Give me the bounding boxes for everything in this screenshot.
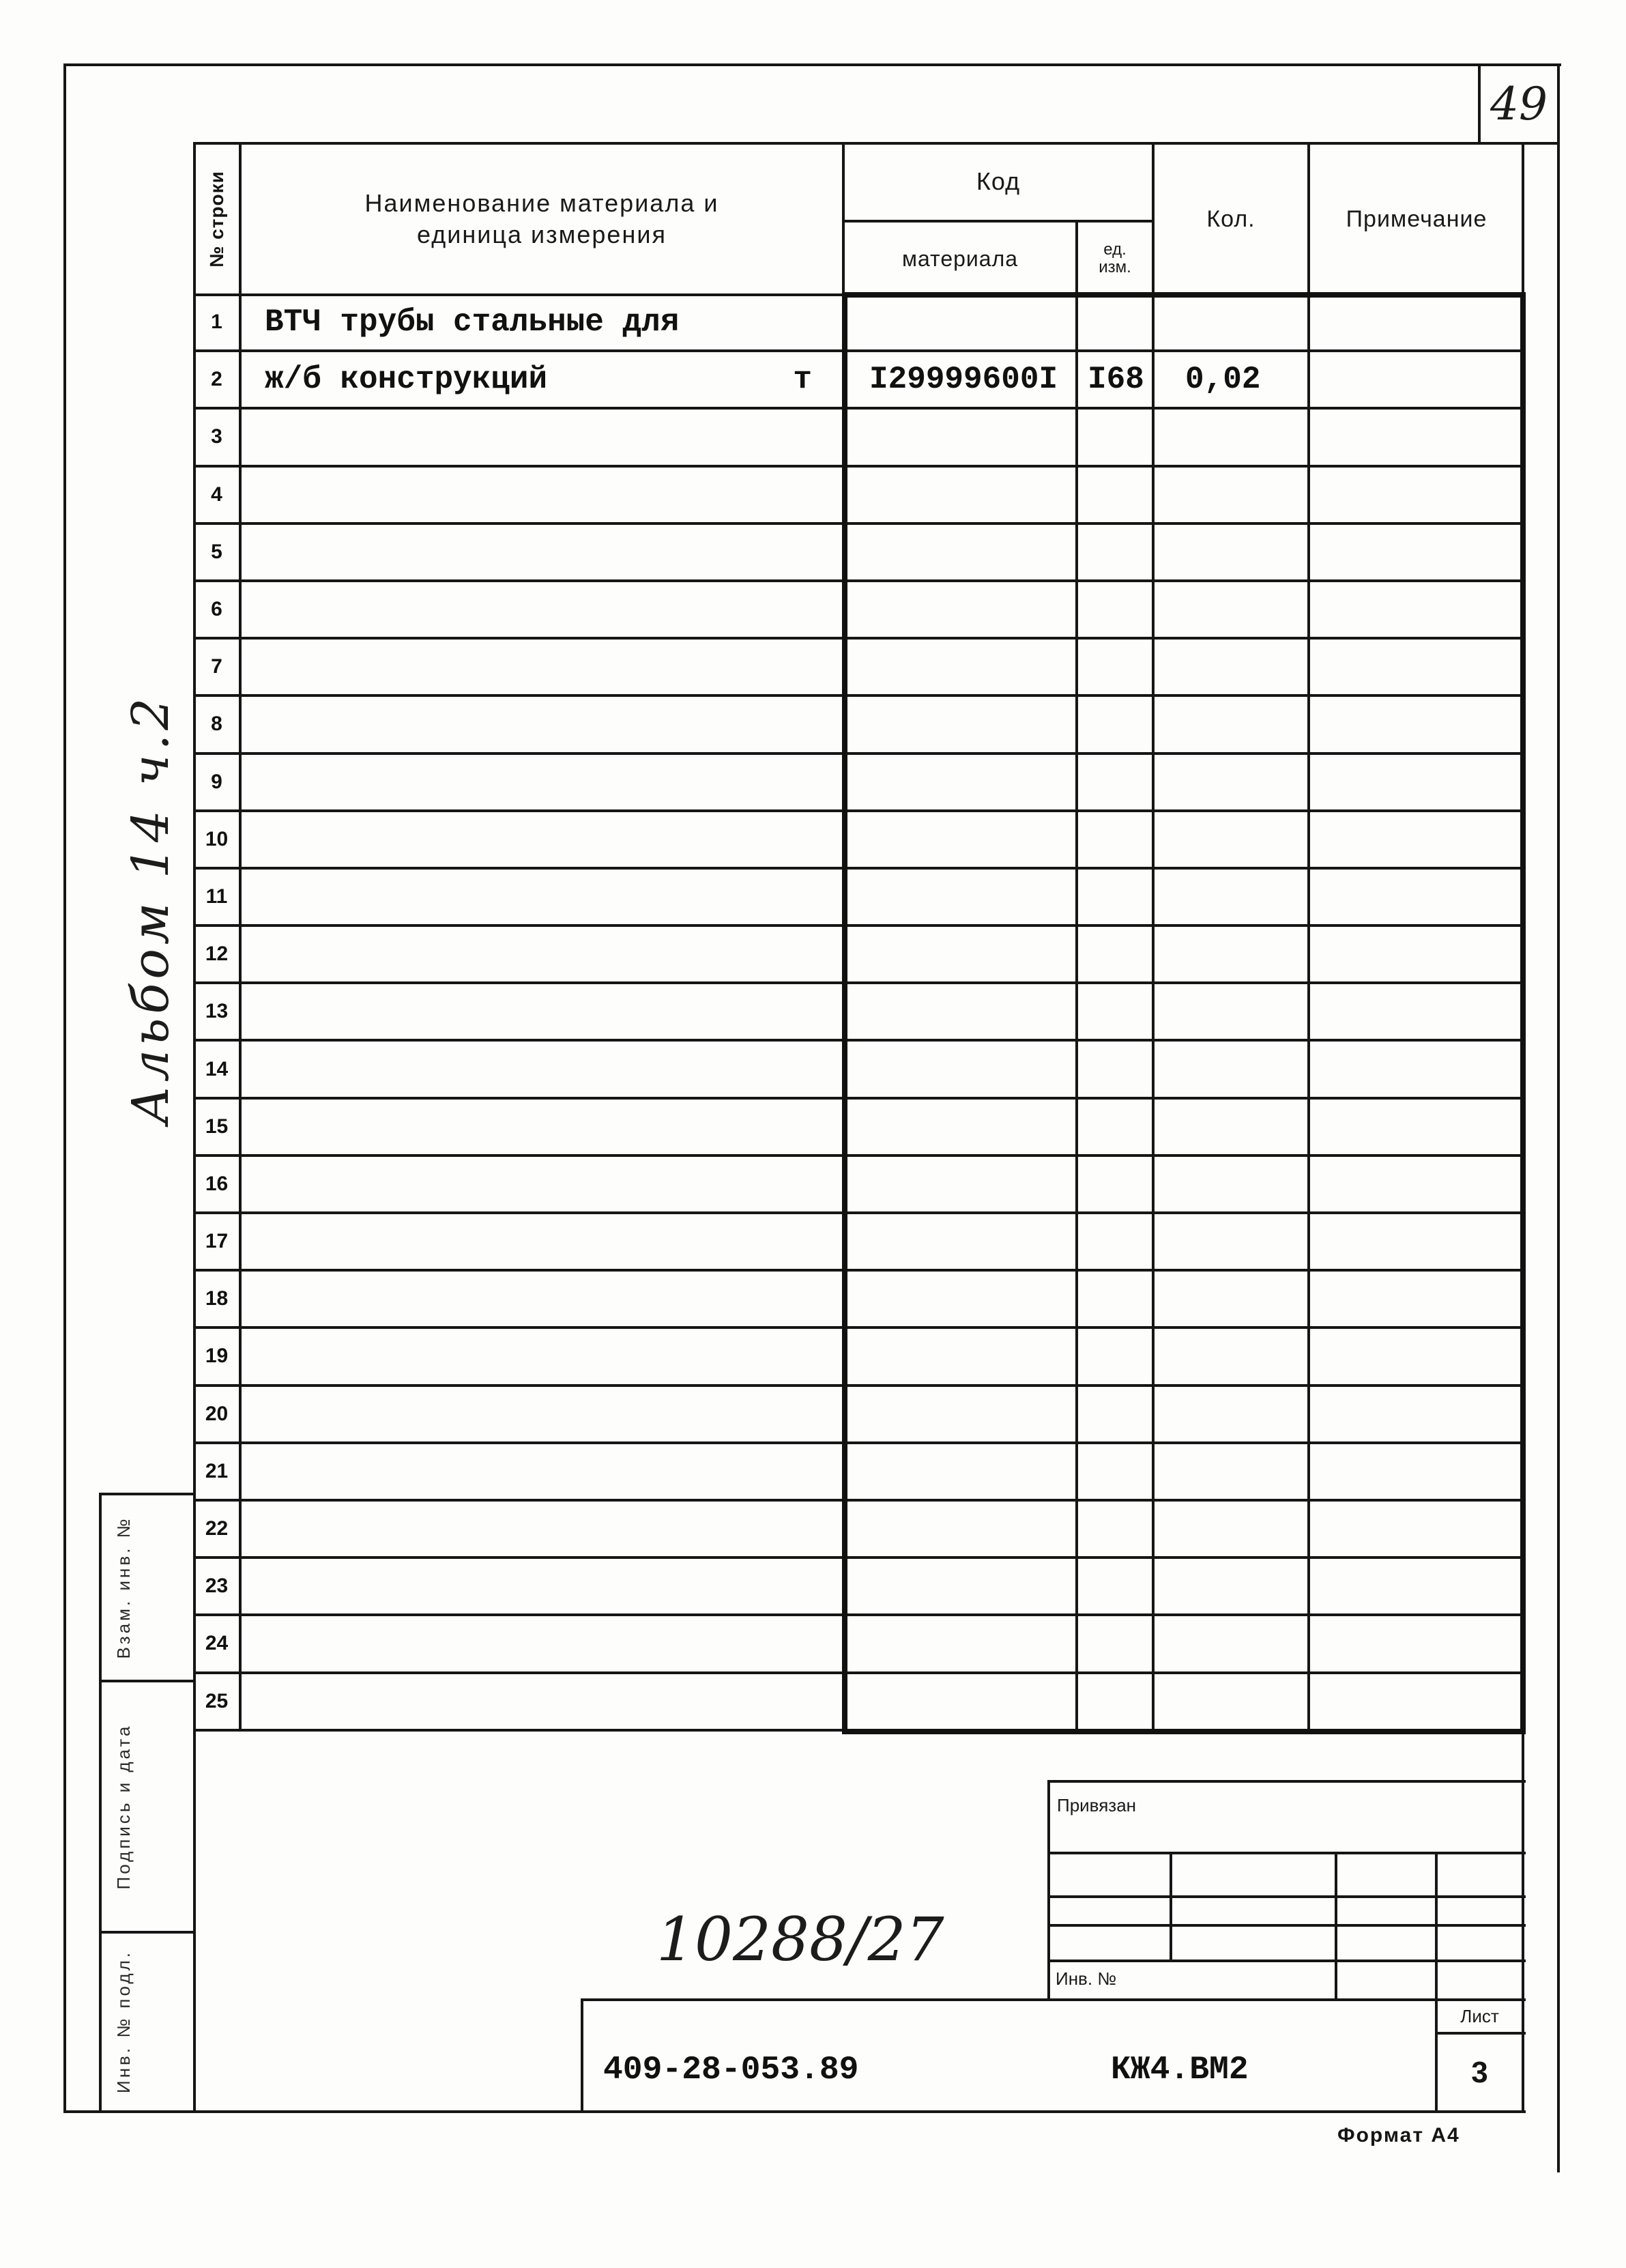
main-stamp-top (581, 1998, 1526, 2001)
row-number: 14 (194, 1042, 242, 1096)
material-name-cell (242, 1042, 845, 1096)
page-number: 49 (1490, 78, 1548, 130)
bound-label: Привязан (1057, 1795, 1137, 1815)
material-name-cell (242, 697, 845, 751)
row-number: 8 (194, 697, 242, 751)
material-name: ВТЧ трубы стальные для (265, 304, 680, 341)
bound-box-left (1047, 1780, 1050, 2001)
row-number: 13 (194, 984, 242, 1039)
material-name-cell (242, 1157, 845, 1211)
material-name-cell (242, 352, 845, 407)
material-name-cell (242, 755, 845, 809)
header-code-unit-line1: ед. (1103, 240, 1127, 259)
outer-frame-left (63, 63, 66, 2113)
row-number: 4 (194, 468, 242, 522)
outer-frame-right (1557, 63, 1560, 2172)
sheet-number: 3 (1471, 2055, 1488, 2089)
outer-frame-top (63, 63, 1561, 66)
header-quantity: Кол. (1155, 143, 1310, 295)
material-name-cell (242, 1214, 845, 1269)
header-code-material: материала (845, 223, 1078, 295)
row-number: 16 (194, 1157, 242, 1211)
row-number: 5 (194, 525, 242, 579)
unit-code: I68 (1078, 352, 1155, 407)
document-designation: 409-28-053.89 (603, 2052, 859, 2088)
material-name-cell (242, 582, 845, 637)
row-number: 1 (194, 295, 242, 349)
stamp-column-left-line (99, 1493, 102, 2113)
inventory-label: Инв. № (1056, 1968, 1117, 1989)
bound-grid-line-1 (1047, 1852, 1526, 1854)
album-note: Альбом 14 ч.2 (121, 693, 180, 1125)
stamp-divider-bottom (99, 1931, 196, 1934)
quantity: 0,02 (1155, 352, 1310, 407)
stamp-signature-date: Подпись и дата (113, 1723, 134, 1890)
row-number: 12 (194, 927, 242, 981)
material-code: I29999600I (845, 352, 1078, 407)
handwritten-number: 10288/27 (656, 1904, 944, 1975)
material-name: ж/б конструкций (265, 362, 548, 398)
material-name-cell (242, 1502, 845, 1556)
row-number: 6 (194, 582, 242, 637)
material-name-cell (242, 1387, 845, 1441)
row-number: 24 (194, 1616, 242, 1671)
material-name-cell (242, 468, 845, 522)
header-name-line2: единица измерения (417, 220, 667, 248)
header-row-number: № строки (206, 171, 227, 268)
unit-of-measure: т (793, 362, 812, 398)
material-name-cell (242, 525, 845, 579)
row-number: 19 (194, 1329, 242, 1383)
bound-grid-col-1 (1170, 1852, 1172, 1962)
material-name-cell (242, 1559, 845, 1613)
material-name-cell (242, 1674, 845, 1729)
header-code-unit-cell (1078, 223, 1155, 295)
bold-data-frame (842, 292, 1526, 1734)
bound-grid-line-2 (1047, 1895, 1526, 1898)
material-name-cell (242, 295, 845, 349)
row-number: 17 (194, 1214, 242, 1269)
row-number: 22 (194, 1502, 242, 1556)
row-number: 20 (194, 1387, 242, 1441)
row-number: 9 (194, 755, 242, 809)
row-number: 2 (194, 352, 242, 407)
header-code: Код (845, 143, 1155, 223)
material-name-cell (242, 1444, 845, 1499)
material-name-cell (242, 640, 845, 694)
row-number: 7 (194, 640, 242, 694)
material-name-cell (242, 1100, 845, 1154)
stamp-original-inventory: Инв. № подл. (113, 1950, 134, 2093)
main-stamp-left (581, 1998, 583, 2113)
stamp-replacement-inventory: Взам. инв. № (113, 1516, 134, 1659)
material-name-cell (242, 927, 845, 981)
row-number: 15 (194, 1100, 242, 1154)
row-number: 10 (194, 812, 242, 867)
material-name-cell (242, 1616, 845, 1671)
stamp-divider-middle (99, 1680, 196, 1682)
header-note: Примечание (1346, 205, 1487, 232)
paper-format: Формат А4 (1337, 2124, 1460, 2147)
section-code: КЖ4.ВМ2 (1111, 2052, 1249, 2088)
material-name-cell (242, 812, 845, 867)
material-name-cell (242, 870, 845, 924)
material-name-cell (242, 984, 845, 1039)
bound-grid-line-4 (1047, 1960, 1526, 1962)
sheet-label: Лист (1460, 2006, 1499, 2026)
row-number: 11 (194, 870, 242, 924)
row-number: 18 (194, 1272, 242, 1326)
header-code-unit-line2: изм. (1099, 258, 1131, 276)
bound-box-top (1047, 1780, 1526, 1783)
header-name-cell (242, 143, 845, 295)
bound-grid-line-3 (1047, 1924, 1526, 1927)
header-name-line1: Наименование материала и (364, 189, 719, 217)
material-name-cell (242, 1329, 845, 1383)
material-name-cell (242, 1272, 845, 1326)
row-number: 3 (194, 410, 242, 464)
outer-frame-bottom (63, 2110, 1526, 2113)
row-number: 25 (194, 1674, 242, 1729)
row-number: 21 (194, 1444, 242, 1499)
row-number: 23 (194, 1559, 242, 1613)
bound-grid-col-2 (1335, 1852, 1337, 2001)
material-name-cell (242, 410, 845, 464)
